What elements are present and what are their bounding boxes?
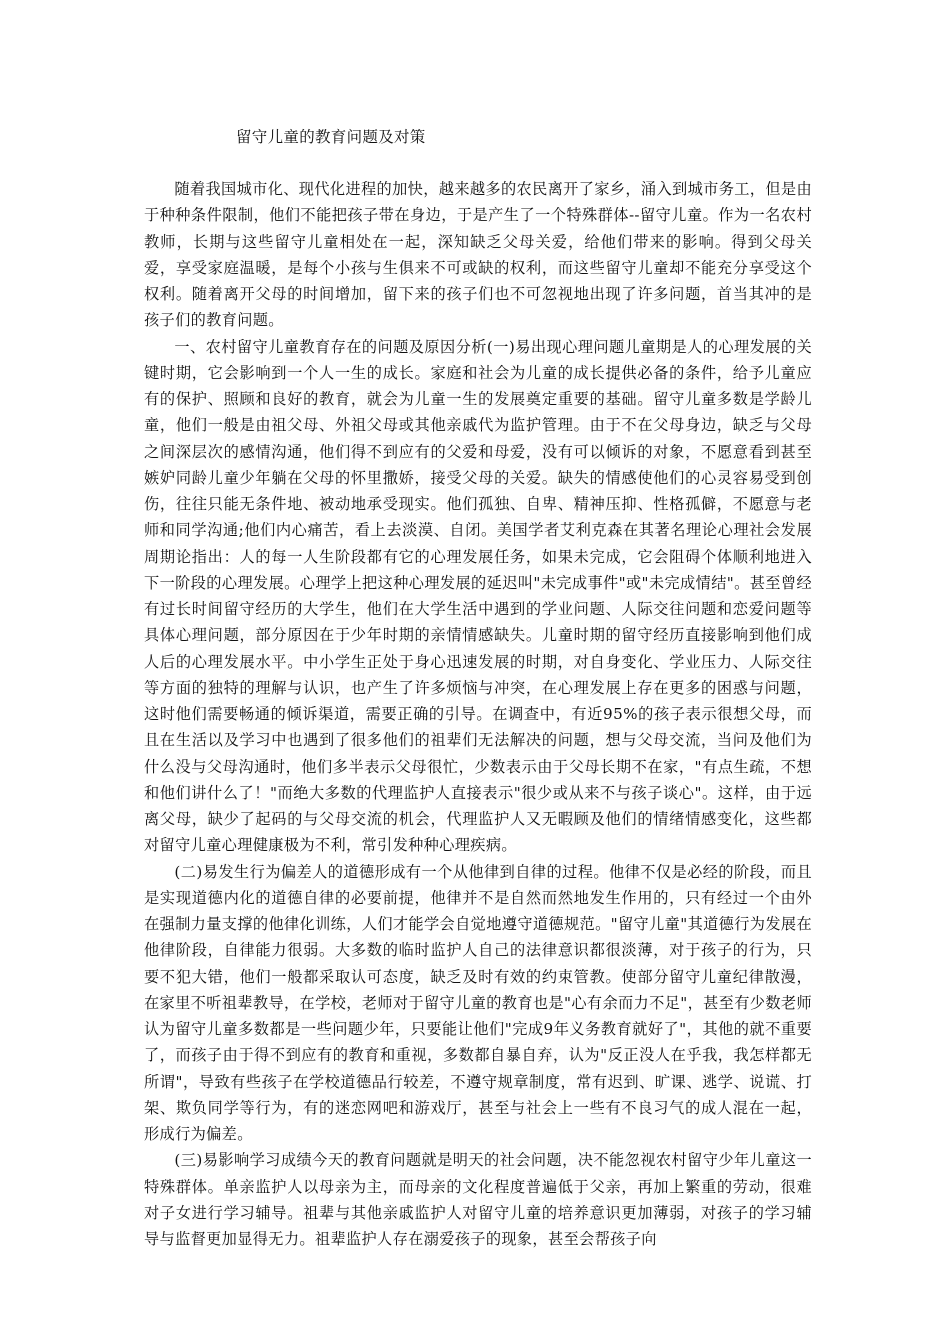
document-body: [144, 176, 812, 1252]
paragraph-section-3-study: (三)易影响学习成绩今天的教育问题就是明天的社会问题，决不能忽视农村留守少年儿童这一特殊群体。单亲监护人以母亲为主，而母亲的文化程度普遍低于父亲，再加上繁重的劳动，很难对子女进行学习辅导。祖辈与其他亲戚监护人对留守儿童的培养意识更加薄弱，对孩子的学习辅导与监督更加显得无力。祖辈监护人存在溺爱孩子的现象，甚至会帮孩子向: [144, 1151, 812, 1248]
paragraph-section-2-behavior: (二)易发生行为偏差人的道德形成有一个从他律到自律的过程。他律不仅是必经的阶段，而且是实现道德内化的道德自律的必要前提，他律并不是自然而然地发生作用的，只有经过一个由外在强制力量支撑的他律化训练，人们才能学会自觉地遵守道德规范。"留守儿童"其道德行为发展在他律阶段，自律能力很弱。大多数的临时监护人自己的法律意识都很淡薄，对于孩子的行为，只要不犯大错，他们一般都采取认可态度，缺乏及时有效的约束管教。使部分留守儿童纪律散漫，在家里不听祖辈教导，在学校，老师对于留守儿童的教育也是"心有余而力不足"，甚至有少数老师认为留守儿童多数都是一些问题少年，只要能让他们"完成9年义务教育就好了"，其他的就不重要了，而孩子由于得不到应有的教育和重视，多数都自暴自弃，认为"反正没人在乎我，我怎样都无所谓"，导致有些孩子在学校道德品行较差，不遵守规章制度，常有迟到、旷课、逃学、说谎、打架、欺负同学等行为，有的迷恋网吧和游戏厅，甚至与社会上一些有不良习气的成人混在一起，形成行为偏差。: [144, 862, 812, 1143]
paragraph-section-1-psychology: 一、农村留守儿童教育存在的问题及原因分析(一)易出现心理问题儿童期是人的心理发展的关键时期，它会影响到一个人一生的成长。家庭和社会为儿童的成长提供必备的条件，给予儿童应有的保护、照顾和良好的教育，就会为儿童一生的发展奠定重要的基础。留守儿童多数是学龄儿童，他们一般是由祖父母、外祖父母或其他亲戚代为监护管理。由于不在父母身边，缺乏与父母之间深层次的感情沟通，他们得不到应有的父爱和母爱，没有可以倾诉的对象，不愿意看到甚至嫉妒同龄儿童少年躺在父母的怀里撒娇，接受父母的关爱。缺失的情感使他们的心灵容易受到创伤，往往只能无条件地、被动地承受现实。他们孤独、自卑、精神压抑、性格孤僻，不愿意与老师和同学沟通;他们内心痛苦，看上去淡漠、自闭。美国学者艾利克森在其著名理论心理社会发展周期论指出：人的每一人生阶段都有它的心理发展任务，如果未完成，它会阻碍个体顺利地进入下一阶段的心理发展。心理学上把这种心理发展的延迟叫"未完成事件"或"未完成情结"。甚至曾经有过长时间留守经历的大学生，他们在大学生活中遇到的学业问题、人际交往问题和恋爱问题等具体心理问题，部分原因在于少年时期的亲情情感缺失。儿童时期的留守经历直接影响到他们成人后的心理发展水平。中小学生正处于身心迅速发展的时期，对自身变化、学业压力、人际交往等方面的独特的理解与认识，也产生了许多烦恼与冲突，在心理发展上存在更多的困惑与问题，这时他们需要畅通的倾诉渠道，需要正确的引导。在调查中，有近95%的孩子表示很想父母，而且在生活以及学习中也遇到了很多他们的祖辈们无法解决的问题，想与父母交流，当问及他们为什么没与父母沟通时，他们多半表示父母很忙，少数表示由于父母长期不在家，"有点生疏，不想和他们讲什么了！"而绝大多数的代理监护人直接表示"很少或从来不与孩子谈心"。这样，由于远离父母，缺少了起码的与父母交流的机会，代理监护人又无暇顾及他们的情绪情感变化，这些都对留守儿童心理健康极为不利，常引发种种心理疾病。: [144, 337, 812, 855]
document-title: 留守儿童的教育问题及对策: [236, 128, 426, 146]
paragraph-intro: 随着我国城市化、现代化进程的加快，越来越多的农民离开了家乡，涌入到城市务工，但是由于种种条件限制，他们不能把孩子带在身边，于是产生了一个特殊群体--留守儿童。作为一名农村教师，长期与这些留守儿童相处在一起，深知缺乏父母关爱，给他们带来的影响。得到父母关爱，享受家庭温暖，是每个小孩与生俱来不可或缺的权利，而这些留守儿童却不能充分享受这个权利。随着离开父母的时间增加，留下来的孩子们也不可忽视地出现了许多问题，首当其冲的是孩子们的教育问题。: [144, 180, 812, 330]
